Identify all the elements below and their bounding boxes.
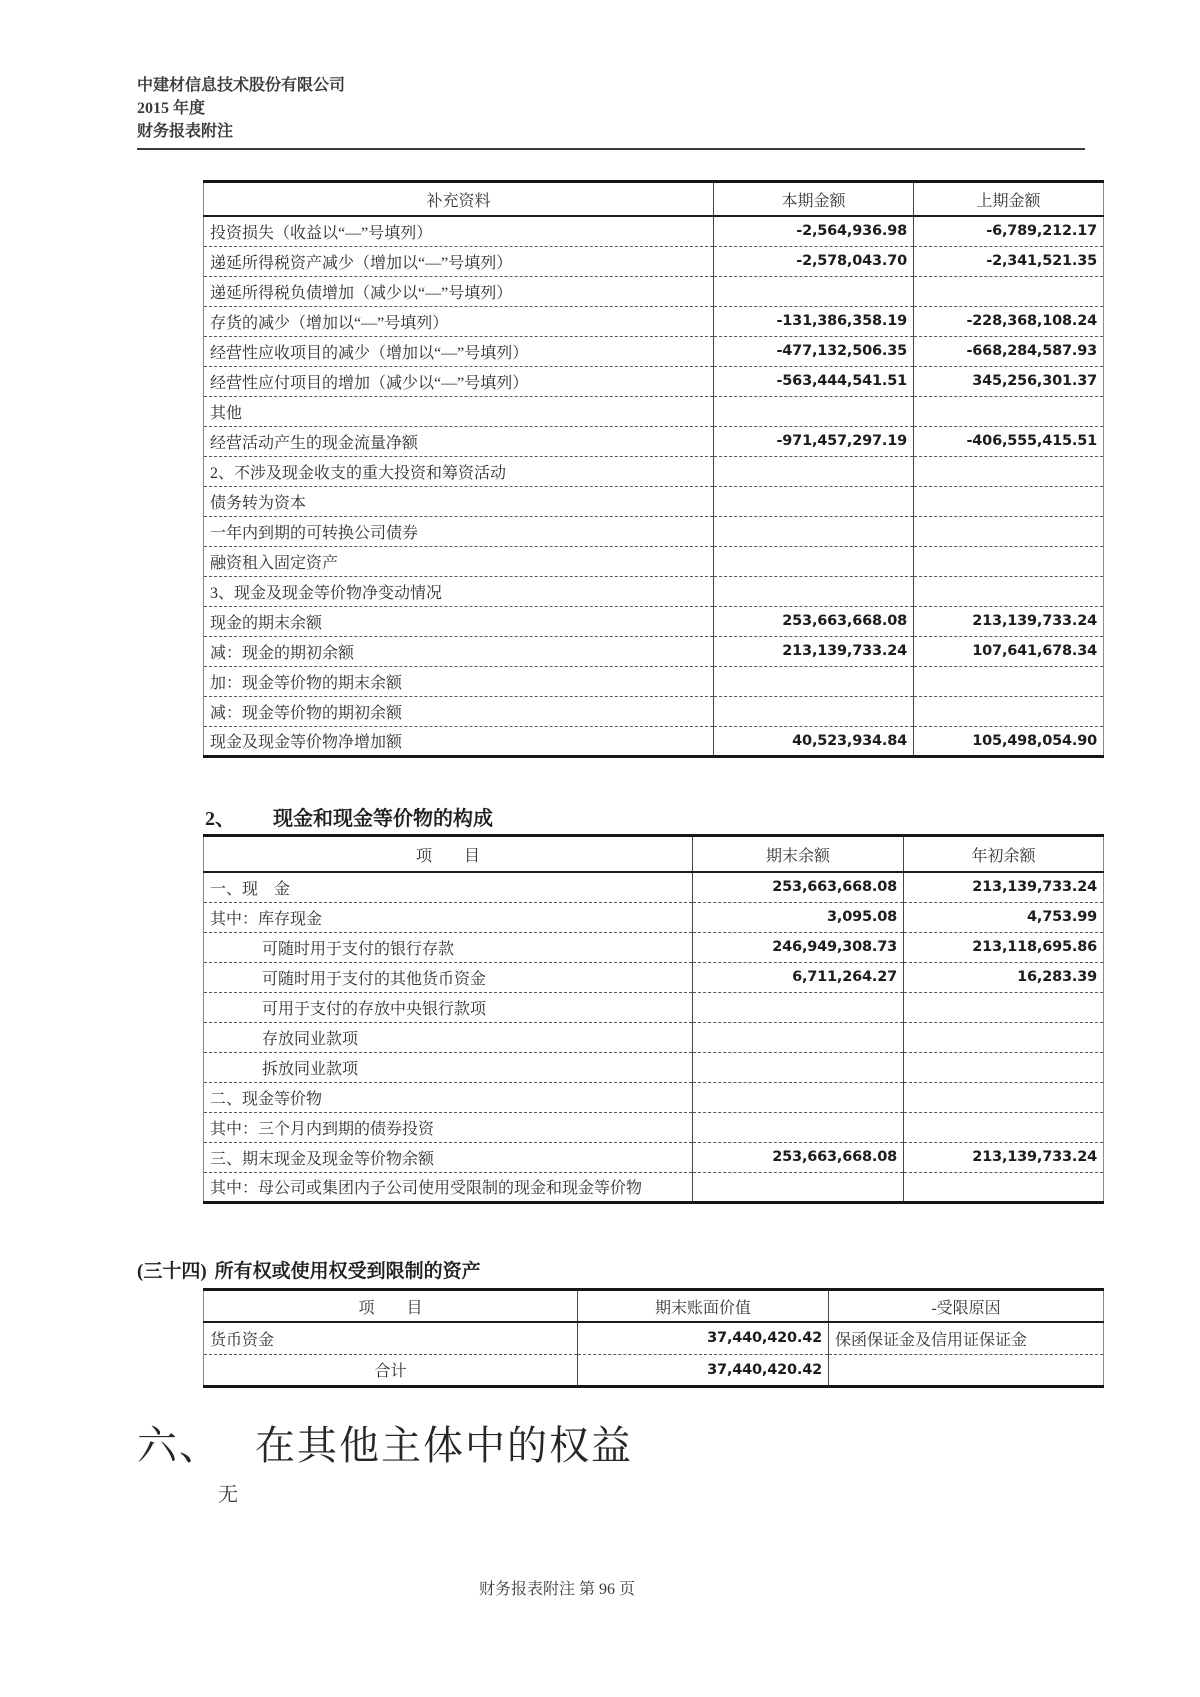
row-label: 加：现金等价物的期末余额 bbox=[204, 666, 714, 696]
row-label: 现金及现金等价物净增加额 bbox=[204, 726, 714, 756]
value-cell: -6,789,212.17 bbox=[914, 216, 1104, 246]
value-cell bbox=[904, 992, 1104, 1022]
row-label: 投资损失（收益以“—”号填列） bbox=[210, 224, 433, 242]
value-cell bbox=[693, 1172, 904, 1202]
table-row bbox=[204, 1022, 1104, 1052]
table-row bbox=[204, 1142, 1104, 1172]
value-cell: 345,256,301.37 bbox=[914, 366, 1104, 396]
table-row bbox=[204, 546, 1104, 576]
value-cell bbox=[693, 1052, 904, 1082]
table-row bbox=[204, 1322, 1104, 1354]
value-cell bbox=[914, 486, 1104, 516]
row-label: 可随时用于支付的银行存款 bbox=[204, 932, 693, 962]
table-row bbox=[204, 696, 1104, 726]
row-label: 经营性应收项目的减少（增加以“—”号填列） bbox=[204, 336, 714, 366]
table-row bbox=[204, 606, 1104, 636]
row-label: 其中：库存现金 bbox=[204, 902, 693, 932]
table-row bbox=[204, 1172, 1104, 1202]
section-title: 所有权或使用权受到限制的资产 bbox=[214, 1261, 481, 1282]
table-row bbox=[204, 366, 1104, 396]
section-heading-cash-composition bbox=[205, 802, 493, 831]
table-row bbox=[204, 872, 1104, 902]
value-cell: 246,949,308.73 bbox=[693, 932, 904, 962]
value-cell bbox=[693, 1112, 904, 1142]
value-cell: 253,663,668.08 bbox=[714, 606, 914, 636]
row-label: 一年内到期的可转换公司债券 bbox=[204, 516, 714, 546]
value-cell: -131,386,358.19 bbox=[714, 306, 914, 336]
value-cell bbox=[904, 1112, 1104, 1142]
value-cell bbox=[914, 456, 1104, 486]
column-header-item: 项 目 bbox=[204, 836, 693, 873]
section-number: 2、 bbox=[205, 808, 235, 830]
row-label: 三、期末现金及现金等价物余额 bbox=[204, 1142, 693, 1172]
value-cell: 213,118,695.86 bbox=[904, 932, 1104, 962]
row-label: 递延所得税负债增加（减少以“—”号填列） bbox=[204, 276, 714, 306]
row-label: 3、现金及现金等价物净变动情况 bbox=[204, 576, 714, 606]
value-cell: -228,368,108.24 bbox=[914, 306, 1104, 336]
value-cell: 4,753.99 bbox=[904, 902, 1104, 932]
row-label: 货币资金 bbox=[210, 1331, 275, 1349]
value-cell bbox=[914, 516, 1104, 546]
row-label: 减：现金等价物的期初余额 bbox=[204, 696, 714, 726]
value-cell bbox=[914, 396, 1104, 426]
row-label: 2、不涉及现金收支的重大投资和筹资活动 bbox=[204, 456, 714, 486]
value-cell: 213,139,733.24 bbox=[914, 606, 1104, 636]
value-cell: 107,641,678.34 bbox=[914, 636, 1104, 666]
supplementary-cashflow-table bbox=[203, 180, 1104, 758]
value-cell bbox=[714, 396, 914, 426]
value-cell: 37,440,420.42 bbox=[578, 1354, 829, 1386]
column-header-ending-balance: 期末余额 bbox=[693, 836, 904, 873]
table-row bbox=[204, 396, 1104, 426]
table-row bbox=[204, 336, 1104, 366]
table-row bbox=[204, 456, 1104, 486]
column-header-current-amount: 本期金额 bbox=[714, 182, 914, 217]
value-cell: 16,283.39 bbox=[904, 962, 1104, 992]
value-cell: 253,663,668.08 bbox=[693, 1142, 904, 1172]
value-cell: -971,457,297.19 bbox=[714, 426, 914, 456]
value-cell: 40,523,934.84 bbox=[714, 726, 914, 756]
table-row bbox=[204, 216, 1104, 246]
value-cell bbox=[714, 276, 914, 306]
value-cell bbox=[914, 696, 1104, 726]
table-row bbox=[204, 726, 1104, 756]
table-row bbox=[204, 962, 1104, 992]
value-cell bbox=[904, 1022, 1104, 1052]
row-label: 债务转为资本 bbox=[204, 486, 714, 516]
row-label: 可随时用于支付的其他货币资金 bbox=[204, 962, 693, 992]
value-cell bbox=[714, 456, 914, 486]
table-row bbox=[204, 902, 1104, 932]
value-cell bbox=[914, 666, 1104, 696]
row-label: 合计 bbox=[204, 1354, 578, 1386]
section-title: 现金和现金等价物的构成 bbox=[273, 808, 493, 830]
value-cell bbox=[714, 666, 914, 696]
value-cell bbox=[693, 1022, 904, 1052]
value-cell: 213,139,733.24 bbox=[904, 1142, 1104, 1172]
value-cell: -668,284,587.93 bbox=[914, 336, 1104, 366]
company-name: 中建材信息技术股份有限公司 bbox=[137, 77, 346, 94]
value-cell bbox=[914, 546, 1104, 576]
row-label: 经营活动产生的现金流量净额 bbox=[204, 426, 714, 456]
table-row bbox=[204, 1112, 1104, 1142]
value-cell bbox=[904, 1052, 1104, 1082]
row-label: 其中：三个月内到期的债券投资 bbox=[204, 1112, 693, 1142]
row-label: 经营性应付项目的增加（减少以“—”号填列） bbox=[204, 366, 714, 396]
value-cell bbox=[714, 516, 914, 546]
table-row bbox=[204, 486, 1104, 516]
table-body bbox=[204, 1322, 1104, 1386]
value-cell bbox=[904, 1172, 1104, 1202]
value-cell bbox=[714, 486, 914, 516]
column-header-prior-amount: 上期金额 bbox=[914, 182, 1104, 217]
row-label: 存放同业款项 bbox=[204, 1022, 693, 1052]
value-cell: 保函保证金及信用证保证金 bbox=[829, 1322, 1104, 1354]
table-row bbox=[204, 932, 1104, 962]
value-cell bbox=[693, 1082, 904, 1112]
row-label: 拆放同业款项 bbox=[204, 1052, 693, 1082]
value-cell bbox=[914, 276, 1104, 306]
value-cell: 213,139,733.24 bbox=[904, 872, 1104, 902]
table-row bbox=[204, 1082, 1104, 1112]
row-label: 二、现金等价物 bbox=[204, 1082, 693, 1112]
value-cell: -2,341,521.35 bbox=[914, 246, 1104, 276]
table-header-row bbox=[204, 1290, 1104, 1323]
section-number: 六、 bbox=[137, 1423, 221, 1468]
value-cell: -2,564,936.98 bbox=[714, 216, 914, 246]
column-header-restriction-reason: -受限原因 bbox=[829, 1290, 1104, 1323]
value-cell bbox=[714, 696, 914, 726]
value-cell bbox=[914, 576, 1104, 606]
value-cell: 253,663,668.08 bbox=[693, 872, 904, 902]
table-row bbox=[204, 1052, 1104, 1082]
section-heading-interests-in-other-entities bbox=[137, 1414, 633, 1471]
value-cell bbox=[904, 1082, 1104, 1112]
row-label: 可用于支付的存放中央银行款项 bbox=[204, 992, 693, 1022]
row-label: 减：现金的期初余额 bbox=[204, 636, 714, 666]
section-heading-restricted-assets bbox=[137, 1256, 481, 1283]
column-header-item: 项 目 bbox=[204, 1290, 578, 1323]
section-title: 在其他主体中的权益 bbox=[255, 1423, 633, 1468]
row-label: 现金的期末余额 bbox=[204, 606, 714, 636]
table-row bbox=[204, 276, 1104, 306]
row-label: 其中：母公司或集团内子公司使用受限制的现金和现金等价物 bbox=[204, 1172, 693, 1202]
column-header-beginning-balance: 年初余额 bbox=[904, 836, 1104, 873]
value-cell bbox=[714, 546, 914, 576]
doc-subtitle: 财务报表附注 bbox=[137, 123, 234, 140]
value-cell bbox=[714, 576, 914, 606]
table-body bbox=[204, 216, 1104, 756]
value-cell bbox=[829, 1354, 1104, 1386]
table-row bbox=[204, 306, 1104, 336]
column-header-supplementary: 补充资料 bbox=[204, 182, 714, 217]
section-body-none: 无 bbox=[218, 1484, 238, 1506]
table-row bbox=[204, 636, 1104, 666]
column-header-ending-book-value: 期末账面价值 bbox=[578, 1290, 829, 1323]
row-label: 融资租入固定资产 bbox=[204, 546, 714, 576]
restricted-assets-table bbox=[203, 1288, 1104, 1388]
value-cell bbox=[693, 992, 904, 1022]
value-cell: 213,139,733.24 bbox=[714, 636, 914, 666]
table-body bbox=[204, 872, 1104, 1202]
row-label: 递延所得税资产减少（增加以“—”号填列） bbox=[204, 246, 714, 276]
value-cell: -563,444,541.51 bbox=[714, 366, 914, 396]
table-row bbox=[204, 992, 1104, 1022]
table-row bbox=[204, 426, 1104, 456]
cash-equivalents-composition-table bbox=[203, 834, 1104, 1204]
document-header bbox=[137, 74, 1085, 150]
row-label: 一、现 金 bbox=[210, 880, 291, 898]
page-footer: 财务报表附注 第 96 页 bbox=[478, 1581, 635, 1598]
table-row bbox=[204, 666, 1104, 696]
value-cell: -2,578,043.70 bbox=[714, 246, 914, 276]
report-year: 2015 年度 bbox=[137, 100, 206, 117]
value-cell: -477,132,506.35 bbox=[714, 336, 914, 366]
table-row bbox=[204, 576, 1104, 606]
value-cell: 37,440,420.42 bbox=[578, 1322, 829, 1354]
value-cell: 3,095.08 bbox=[693, 902, 904, 932]
table-header-row bbox=[204, 182, 1104, 217]
section-number: (三十四) bbox=[137, 1261, 207, 1282]
table-row bbox=[204, 516, 1104, 546]
value-cell: -406,555,415.51 bbox=[914, 426, 1104, 456]
table-row bbox=[204, 246, 1104, 276]
table-header-row bbox=[204, 836, 1104, 873]
value-cell: 6,711,264.27 bbox=[693, 962, 904, 992]
row-label: 存货的减少（增加以“—”号填列） bbox=[204, 306, 714, 336]
table-row bbox=[204, 1354, 1104, 1386]
value-cell: 105,498,054.90 bbox=[914, 726, 1104, 756]
row-label: 其他 bbox=[204, 396, 714, 426]
